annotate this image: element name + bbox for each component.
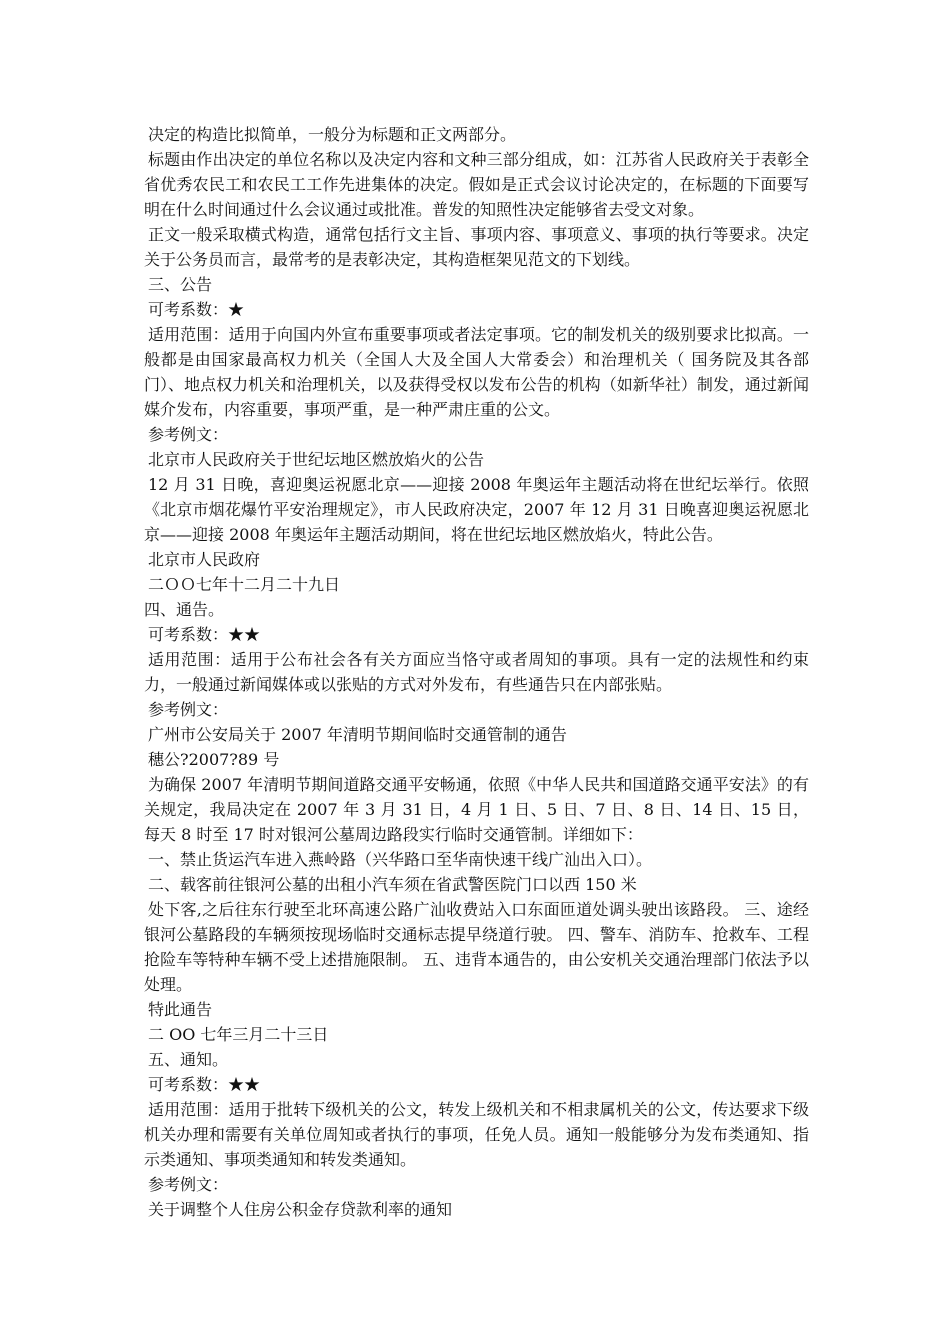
rating-line: 可考系数：★ <box>148 300 245 319</box>
example-title: 关于调整个人住房公积金存贷款利率的通知 <box>148 1200 453 1219</box>
document-number: 穗公?2007?89 号 <box>148 750 280 769</box>
example-label: 参考例文： <box>148 1175 229 1194</box>
paragraph: 适用范围：适用于批转下级机关的公文，转发上级机关和不相隶属机关的公文，传达要求下级机关办理和需要有关单位周知或者执行的事项，任免人员。通知一般能够分为发布类通知、指示类通知、事项类通知和转发类通知。 <box>144 1100 809 1169</box>
rating-line: 可考系数：★★ <box>148 625 261 644</box>
example-label: 参考例文： <box>148 425 229 444</box>
section-heading: 三、公告 <box>148 275 213 294</box>
paragraph: 标题由作出决定的单位名称以及决定内容和文种三部分组成，如：江苏省人民政府关于表彰全省优秀农民工和农民工工作先进集体的决定。假如是正式会议讨论决定的，在标题的下面要写明在什么时间通过什么会议通过或批准。普发的知照性决定能够省去受文对象。 <box>144 150 809 219</box>
paragraph: 决定的构造比拟简单，一般分为标题和正文两部分。 <box>148 125 517 144</box>
rating-line: 可考系数：★★ <box>148 1075 261 1094</box>
paragraph: 适用范围：适用于向国内外宣布重要事项或者法定事项。它的制发机关的级别要求比拟高。一般都是由国家最高权力机关（全国人大及全国人大常委会）和治理机关（ 国务院及其各部门）、地点权力机关和治理机关，以及获得受权以发布公告的机构（如新华社）制发，通过新闻媒介发布，内容重要，事项严重，是一种严肃庄重的公文。 <box>144 325 809 419</box>
example-title: 广州市公安局关于 2007 年清明节期间临时交通管制的通告 <box>148 725 567 744</box>
paragraph: 正文一般采取横式构造，通常包括行文主旨、事项内容、事项意义、事项的执行等要求。决定关于公务员而言，最常考的是表彰决定，其构造框架见范文的下划线。 <box>144 225 809 269</box>
closing-line: 特此通告 <box>148 1000 213 1019</box>
paragraph: 12 月 31 日晚，喜迎奥运祝愿北京——迎接 2008 年奥运年主题活动将在世纪坛举行。依照《北京市烟花爆竹平安治理规定》，市人民政府决定，2007 年 12 月 31 日晚喜迎奥运祝愿北京——迎接 2008 年奥运年主题活动期间，将在世纪坛地区燃放焰火，特此公告。 <box>144 475 809 544</box>
list-item: 一、禁止货运汽车进入燕岭路（兴华路口至华南快速干线广汕出入口）。 <box>148 850 653 869</box>
document-page <box>144 122 809 1222</box>
section-heading: 五、通知。 <box>148 1050 229 1069</box>
section-heading: 四、通告。 <box>144 600 225 619</box>
issuer-line: 北京市人民政府 <box>148 550 261 569</box>
list-item: 二、载客前往银河公墓的出租小汽车须在省武警医院门口以西 150 米 <box>148 875 637 894</box>
example-title: 北京市人民政府关于世纪坛地区燃放焰火的公告 <box>148 450 485 469</box>
paragraph: 处下客,之后往东行驶至北环高速公路广汕收费站入口东面匝道处调头驶出该路段。 三、途经银河公墓路段的车辆须按现场临时交通标志提早绕道行驶。 四、警车、消防车、抢救车、工程抢险车等特种车辆不受上述措施限制。 五、违背本通告的，由公安机关交通治理部门依法予以处理。 <box>144 900 809 994</box>
example-label: 参考例文： <box>148 700 229 719</box>
date-line: 二ＯＯ七年十二月二十九日 <box>148 575 341 594</box>
date-line: 二 OO 七年三月二十三日 <box>148 1025 329 1044</box>
paragraph: 为确保 2007 年清明节期间道路交通平安畅通，依照《中华人民共和国道路交通平安法》的有关规定，我局决定在 2007 年 3 月 31 日，4 月 1 日、5 日、7 日、8 日、14 日、15 日，每天 8 时至 17 时对银河公墓周边路段实行临时交通管制。详细如下： <box>144 775 809 844</box>
paragraph: 适用范围：适用于公布社会各有关方面应当恪守或者周知的事项。具有一定的法规性和约束力，一般通过新闻媒体或以张贴的方式对外发布，有些通告只在内部张贴。 <box>144 650 809 694</box>
